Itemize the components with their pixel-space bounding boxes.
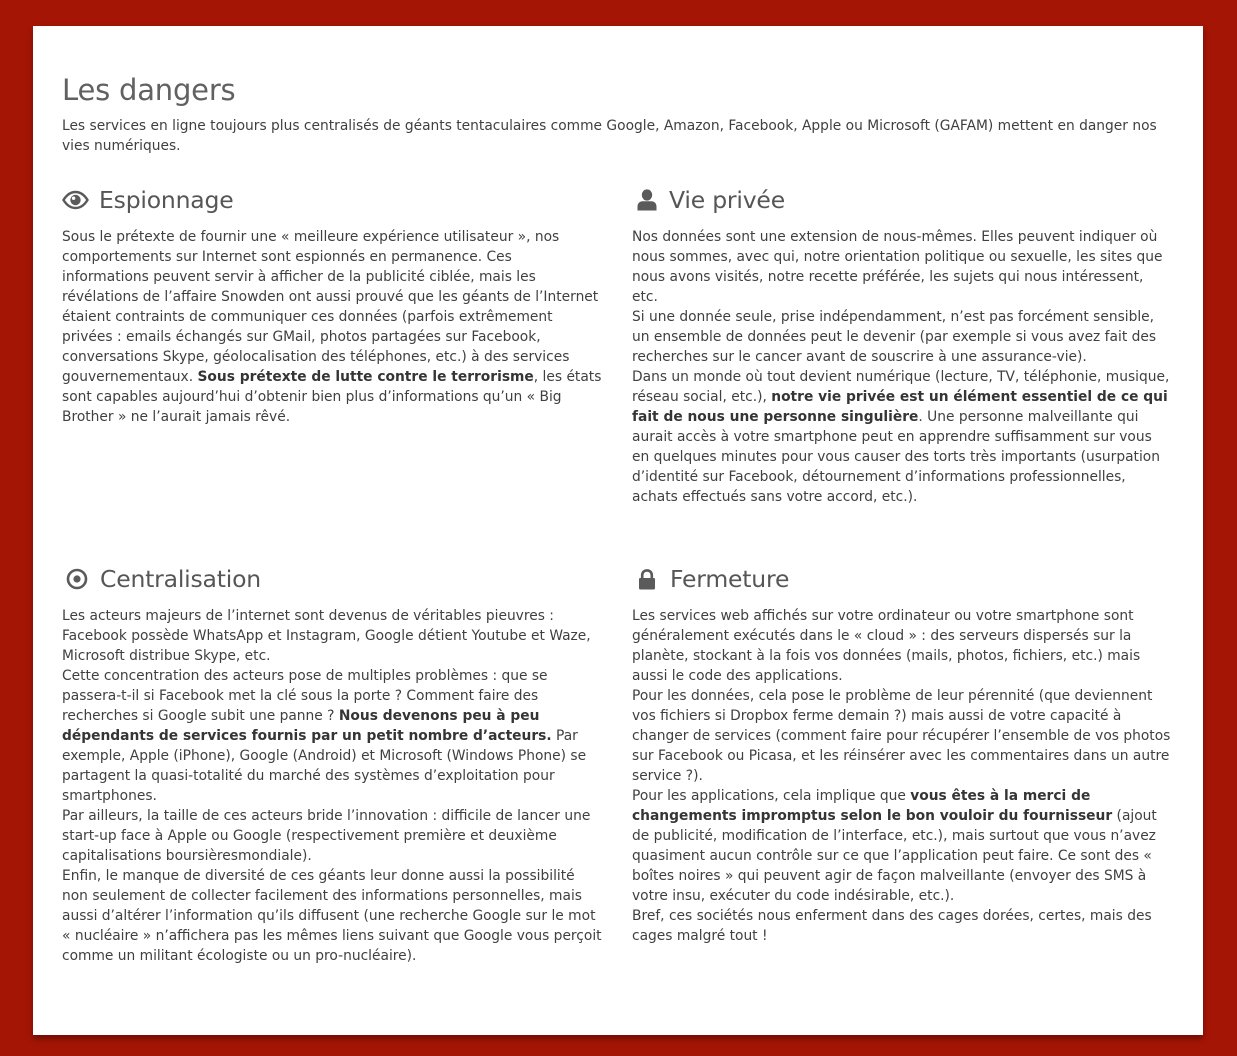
page-title: Les dangers (62, 73, 236, 107)
text: Sous le prétexte de fournir une « meilleure expérience utilisateur », nos comportements sur Internet sont espionnés en permanence. Ces informations peuvent servir à afficher de la publicité ciblée, mais les révélations de l’affaire Snowden ont aussi prouvé que les géants de l’Internet étaient contraints de communiquer ces données (parfois extrêmement privées : emails échangés sur GMail, photos partagées sur Facebook, conversations Skype, géolocalisation des téléphones, etc.) à des services gouvernementaux. (62, 229, 599, 385)
bold-text: vous êtes à la merci de changements impromptus selon le bon vouloir du fournisseur (632, 788, 1113, 824)
lock-icon (638, 569, 656, 590)
section-title-text: Vie privée (669, 186, 785, 214)
section-body (632, 227, 1172, 507)
paragraph: Les services web affichés sur votre ordinateur ou votre smartphone sont généralement exécutés dans le « cloud » : des serveurs dispersés sur la planète, stockant à la fois vos données (mails, photos, fichiers, etc.) mais aussi le code des applications. (632, 608, 1141, 684)
section-title (62, 563, 602, 595)
section-fermeture (632, 563, 1172, 946)
text: Pour les applications, cela implique que (632, 788, 911, 804)
section-title (632, 563, 1172, 595)
text: , les états sont capables aujourd’hui d’obtenir bien plus d’informations qu’un « Big Brother » ne l’aurait jamais rêvé. (62, 369, 602, 425)
text: Par exemple, Apple (iPhone), Google (Android) et Microsoft (Windows Phone) se partagent la quasi-totalité du marché des systèmes d’exploitation pour smartphones. (62, 728, 587, 804)
section-title (62, 184, 602, 216)
user-icon (637, 189, 657, 211)
paragraph: Bref, ces sociétés nous enferment dans des cages dorées, certes, mais des cages malgré tout ! (632, 908, 1152, 944)
section-title-text: Fermeture (670, 565, 790, 593)
text: Dans un monde où tout devient numérique (lecture, TV, téléphonie, musique, réseau social, etc.), (632, 369, 1170, 405)
bold-text: Sous prétexte de lutte contre le terrorisme (197, 369, 534, 385)
paragraph: Nos données sont une extension de nous-mêmes. Elles peuvent indiquer où nous sommes, avec qui, notre orientation politique ou sexuelle, les sites que nous avons visités, notre recette préférée, les sujets qui nous intéressent, etc. (632, 229, 1163, 305)
paragraph (62, 227, 602, 427)
paragraph: Pour les données, cela pose le problème de leur pérennité (que deviennent vos fichiers si Dropbox ferme demain ?) mais aussi de votre capacité à changer de services (comment faire pour récupérer l’ensemble de vos photos sur Facebook ou Picasa, et les réinsérer avec les commentaires dans un autre service ?). (632, 688, 1171, 784)
target-icon (66, 568, 88, 590)
paragraph: Les acteurs majeurs de l’internet sont devenus de véritables pieuvres : Facebook possède WhatsApp et Instagram, Google détient Youtube et Waze, Microsoft distribue Skype, etc. (62, 608, 591, 664)
paragraph: Par ailleurs, la taille de ces acteurs bride l’innovation : difficile de lancer une start-up face à Apple ou Google (respectivement première et deuxième capitalisations boursièresmondiale). (62, 808, 591, 864)
paragraph: Si une donnée seule, prise indépendamment, n’est pas forcément sensible, un ensemble de données peut le devenir (par exemple si vous avez fait des recherches sur le cancer avant de souscrire à une assurance-vie). (632, 309, 1157, 365)
text: (ajout de publicité, modification de l’interface, etc.), mais surtout que vous n’avez quasiment aucun contrôle sur ce que l’application peut faire. Ce sont des « boîtes noires » qui peuvent agir de façon malveillante (envoyer des SMS à votre insu, exécuter du code indésirable, etc.). (632, 808, 1157, 904)
section-body (62, 227, 602, 427)
section-body (632, 606, 1172, 946)
paragraph (632, 367, 1172, 507)
section-body (62, 606, 602, 966)
text: Cette concentration des acteurs pose de multiples problèmes : que se passera-t-il si Facebook met la clé sous la porte ? Comment faire des recherches si Google subit une panne ? (62, 668, 548, 724)
section-title-text: Espionnage (99, 186, 234, 214)
eye-icon (62, 190, 89, 210)
section-centralisation (62, 563, 602, 966)
section-title-text: Centralisation (100, 565, 261, 593)
intro-text: Les services en ligne toujours plus centralisés de géants tentaculaires comme Google, Amazon, Facebook, Apple ou Microsoft (GAFAM) mettent en danger nos vies numériques. (62, 118, 1157, 154)
paragraph (632, 786, 1172, 906)
bold-text: Nous devenons peu à peu dépendants de services fournis par un petit nombre d’acteurs. (62, 708, 552, 744)
paragraph (62, 666, 602, 806)
section-vie-privee (632, 184, 1172, 507)
paragraph: Enfin, le manque de diversité de ces géants leur donne aussi la possibilité non seulement de collecter facilement des informations personnelles, mais aussi d’altérer l’information qu’ils diffusent (une recherche Google sur le mot « nucléaire » n’affichera pas les mêmes liens suivant que Google vous perçoit comme un militant écologiste ou un pro-nucléaire). (62, 868, 602, 964)
text: . Une personne malveillante qui aurait accès à votre smartphone peut en apprendre suffisamment sur vous en quelques minutes pour vous causer des torts très importants (usurpation d’identité sur Facebook, détournement d’informations professionnelles, achats effectués sans votre accord, etc.). (632, 409, 1160, 505)
bold-text: notre vie privée est un élément essentiel de ce qui fait de nous une personne singulière (632, 389, 1168, 425)
section-espionnage (62, 184, 602, 427)
content-card (33, 26, 1203, 1035)
section-title (632, 184, 1172, 216)
